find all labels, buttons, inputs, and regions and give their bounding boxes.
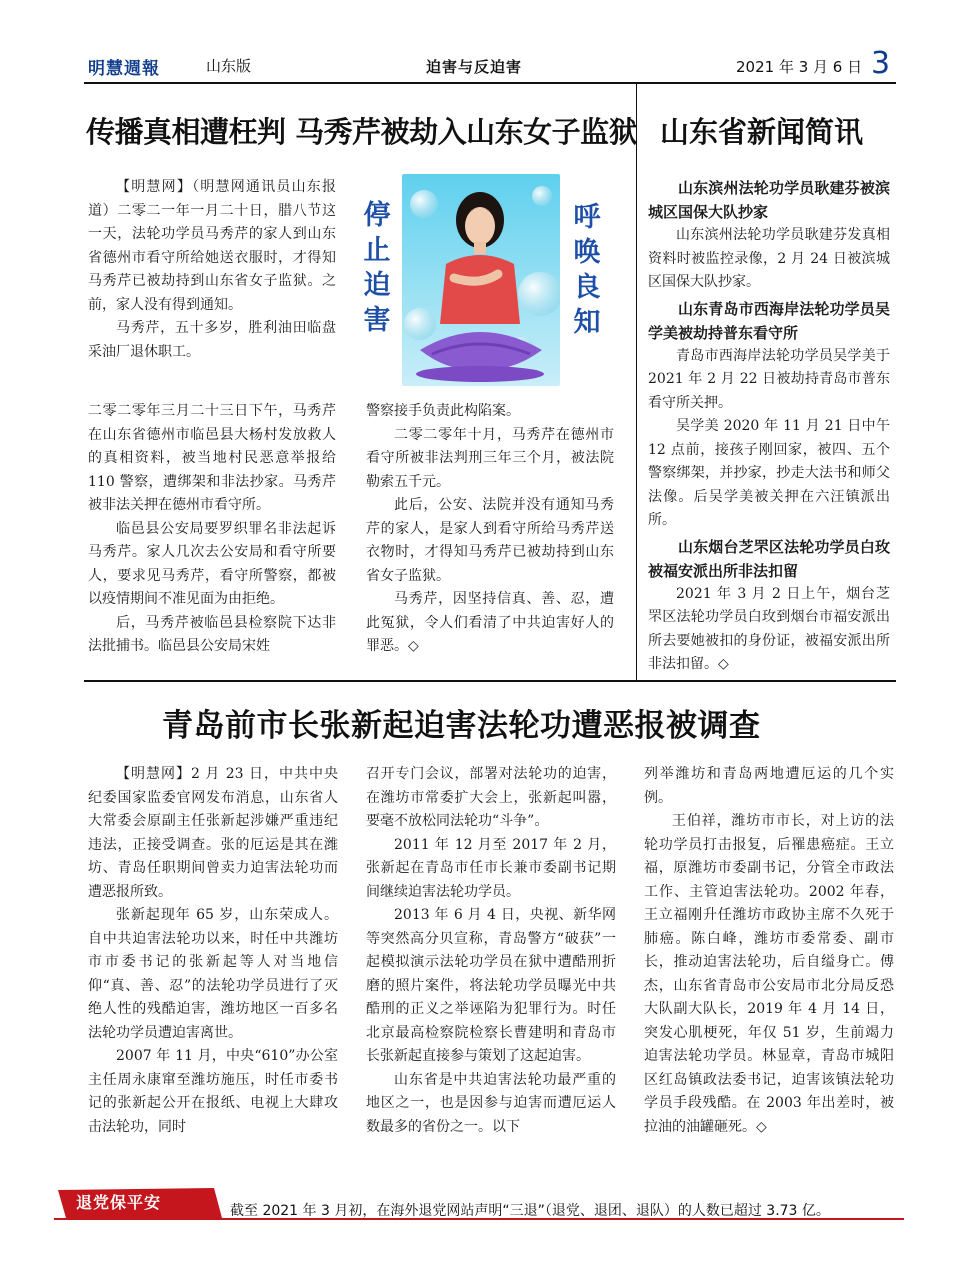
paragraph: 2013 年 6 月 4 日，央视、新华网等突然高分贝宣称，青岛警方“破获”一起模拟演示法轮功学员在狱中遭酷刑折磨的照片案件，将法轮功学员曝光中共酷刑的正义之举诬陷为犯罪行为。时任北京最高检察院检察长曹建明和青岛市长张新起直接参与策划了这起迫害。 [366, 907, 616, 1064]
brief-item-body: 2021 年 3 月 2 日上午，烟台芝罘区法轮功学员白玫到烟台市福安派出所去要她被扣的身份证，被福安派出所非法扣留。◇ [648, 585, 890, 672]
brief-item-heading: 山东烟台芝罘区法轮功学员白玫被福安派出所非法扣留 [648, 537, 890, 580]
article1-column-1 [88, 176, 336, 364]
paragraph: 此后，公安、法院并没有通知马秀芹的家人，是家人到看守所给马秀芹送衣物时，才得知马秀芹已被劫持到山东省女子监狱。 [366, 497, 614, 584]
page-number: 3 [871, 46, 891, 81]
brief-item-heading: 山东青岛市西海岸法轮功学员吴学美被劫持普东看守所 [648, 299, 890, 342]
newspaper-brand: 明慧週報 [88, 59, 160, 79]
article1-illustration [356, 174, 612, 398]
paragraph: 列举潍坊和青岛两地遭厄运的几个实例。 [644, 766, 894, 806]
paragraph: 警察接手负责此构陷案。 [366, 403, 520, 419]
paragraph: 张新起现年 65 岁，山东荣成人。自中共迫害法轮功以来，时任中共潍坊市市委书记的张新起等人对当地信仰“真、善、忍”的法轮功学员进行了灭绝人性的残酷迫害，潍坊地区一百多名法轮功学员遭迫害离世。 [88, 907, 338, 1041]
paragraph: 二零二零年三月二十三日下午，马秀芹在山东省德州市临邑县大杨村发放救人的真相资料，被当地村民恶意举报给 110 警察，遭绑架和非法抄家。马秀芹被非法关押在德州市看守所。 [88, 403, 336, 513]
paragraph: 2011 年 12 月至 2017 年 2 月，张新起在青岛市任市长兼市委副书记期间继续迫害法轮功学员。 [366, 836, 616, 900]
header-rule [84, 82, 896, 84]
calligraphy-left: 停止迫害 [363, 200, 391, 336]
brief-item-body: 吴学美 2020 年 11 月 21 日中午 12 点前，接孩子刚回家，被四、五个警察绑架，并抄家，抄走大法书和师父法像。后吴学美被关押在六汪镇派出所。 [648, 418, 890, 528]
meditating-woman-illustration-icon [402, 174, 560, 386]
section-title: 迫害与反迫害 [426, 58, 523, 76]
paragraph: 后，马秀芹被临邑县检察院下达非法批捕书。临邑县公安局宋姓 [88, 614, 336, 654]
paragraph: 马秀芹，五十多岁，胜利油田临盘采油厂退休职工。 [88, 320, 336, 360]
paragraph: 山东省是中共迫害法轮功最严重的地区之一，也是因参与迫害而遭厄运人数最多的省份之一。以下 [366, 1071, 616, 1135]
paragraph: 【明慧网】（明慧网通讯员山东报道）二零二一年一月二十日，腊八节这一天，法轮功学员马秀芹的家人到山东省德州市看守所给她送衣服时，才得知马秀芹已被劫持到山东省女子监狱。之前，家人没有得到通知。 [88, 179, 336, 313]
paragraph: 【明慧网】2 月 23 日，中共中央纪委国家监委官网发布消息，山东省人大常委会原副主任张新起涉嫌严重违纪违法，正接受调查。张的厄运是其在潍坊、青岛任职期间曾卖力迫害法轮功而遭恶报所致。 [88, 766, 338, 900]
issue-date: 2021 年 3 月 6 日 [736, 58, 863, 76]
masthead [88, 46, 900, 82]
article1-title: 传播真相遭枉判 马秀芹被劫入山东女子监狱 [86, 115, 638, 149]
column-divider [636, 84, 637, 680]
brief-column [648, 176, 890, 677]
article2-column-2 [366, 763, 616, 1139]
paragraph: 二零二零年十月，马秀芹在德州市看守所被非法判刑三年三个月，被法院勒索五千元。 [366, 426, 614, 490]
brief-item-heading: 山东滨州法轮功学员耿建芬被滨城区国保大队抄家 [648, 179, 890, 221]
paragraph: 2007 年 11 月，中央“610”办公室主任周永康窜至潍坊施压，时任市委书记的张新起公开在报纸、电视上大肆攻击法轮功，同时 [88, 1048, 338, 1135]
paragraph: 王伯祥，潍坊市市长，对上访的法轮功学员打击报复，后罹患癌症。王立福，原潍坊市委副书记，分管全市政法工作、主管迫害法轮功。2002 年春，王立福刚升任潍坊市政协主席不久死于肺癌。陈白峰，潍坊市委常委、副市长，推动迫害法轮功，后自缢身亡。傅杰，山东省青岛市公安局市北分局反恐大队副大队长，2019 年 4 月 14 日，突发心肌梗死，年仅 51 岁，生前竭力迫害法轮功学员。林显章，青岛市城阳区红岛镇政法委书记，迫害该镇法轮功学员手段残酷。在 2003 年出差时，被拉油的油罐砸死。◇ [644, 813, 894, 1135]
brief-title: 山东省新闻简讯 [660, 115, 864, 149]
paragraph: 召开专门会议，部署对法轮功的迫害，在潍坊市常委扩大会上，张新起叫嚣，要毫不放松同法轮功“斗争”。 [366, 766, 616, 829]
brief-item-body: 青岛市西海岸法轮功学员吴学美于 2021 年 2 月 22 日被劫持青岛市普东看守所关押。 [648, 347, 890, 411]
paragraph: 马秀芹，因坚持信真、善、忍，遭此冤狱，令人们看清了中共迫害好人的罪恶。◇ [366, 591, 614, 654]
banner-badge-label: 退党保平安 [76, 1193, 162, 1212]
calligraphy-right: 呼唤良知 [573, 202, 601, 338]
paragraph: 临邑县公安局要罗织罪名非法起诉马秀芹。家人几次去公安局和看守所要人，要求见马秀芹，看守所警察，都被以疫情期间不准见面为由拒绝。 [88, 520, 336, 607]
article2-column-1 [88, 763, 338, 1139]
edition-label: 山东版 [206, 57, 252, 75]
banner-text: 截至 2021 年 3 月初，在海外退党网站声明“三退”（退党、退团、退队）的人数已超过 3.73 亿。 [230, 1203, 830, 1219]
article2-title: 青岛前市长张新起迫害法轮功遭恶报被调查 [162, 708, 761, 744]
article2-column-3 [644, 763, 894, 1139]
article1-column-1-bottom [88, 400, 336, 659]
section-rule [84, 680, 896, 682]
brief-item-body: 山东滨州法轮功学员耿建芬发真相资料时被监控录像，2 月 24 日被滨城区国保大队抄家。 [648, 227, 890, 290]
article1-column-2 [366, 400, 614, 659]
footer-banner [54, 1188, 904, 1228]
